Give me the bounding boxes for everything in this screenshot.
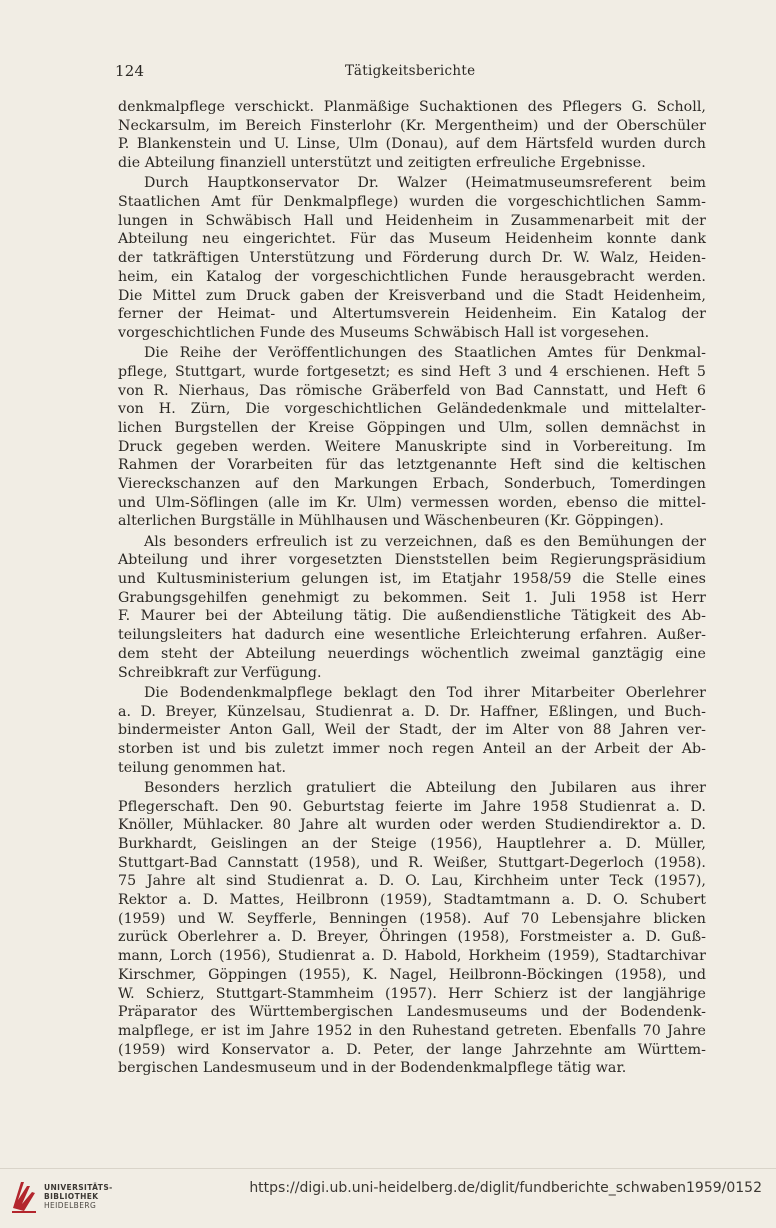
footer-divider xyxy=(0,1168,776,1169)
text-line: Als besonders erfreulich ist zu verzeichnen, daß es den Bemühungen der xyxy=(144,533,706,550)
paragraph xyxy=(118,344,706,531)
running-title: Tätigkeitsberichte xyxy=(345,63,476,79)
text-line: Staatlichen Amt für Denkmalpflege) wurden die vorgeschichtlichen Samm- xyxy=(118,194,706,211)
text-line: Abteilung neu eingerichtet. Für das Museum Heidenheim konnte dank xyxy=(118,231,706,248)
text-line: vorgeschichtlichen Funde des Museums Schwäbisch Hall ist vorgesehen. xyxy=(118,324,650,341)
text-line: Neckarsulm, im Bereich Finsterlohr (Kr. Mergentheim) und der Oberschüler xyxy=(118,117,706,134)
text-line: von R. Nierhaus, Das römische Gräberfeld von Bad Cannstatt, und Heft 6 xyxy=(118,382,706,399)
text-line: bindermeister Anton Gall, Weil der Stadt, der im Alter von 88 Jahren ver- xyxy=(118,722,706,739)
text-line: lichen Burgstellen der Kreise Göppingen und Ulm, sollen demnächst in xyxy=(118,419,706,436)
library-name-line: BIBLIOTHEK xyxy=(44,1192,99,1201)
text-line: Die Mittel zum Druck gaben der Kreisverband und die Stadt Heidenheim, xyxy=(118,287,706,304)
paragraph xyxy=(118,779,706,1078)
text-line: Besonders herzlich gratuliert die Abteilung den Jubilaren aus ihrer xyxy=(144,779,706,796)
text-line: Die Bodendenkmalpflege beklagt den Tod ihrer Mitarbeiter Oberlehrer xyxy=(144,684,706,701)
library-name-line: UNIVERSITÄTS- xyxy=(44,1183,113,1192)
text-line: F. Maurer bei der Abteilung tätig. Die außendienstliche Tätigkeit des Ab- xyxy=(118,608,706,625)
text-line: pflege, Stuttgart, wurde fortgesetzt; es sind Heft 3 und 4 erschienen. Heft 5 xyxy=(118,363,706,380)
text-line: Druck gegeben werden. Weitere Manuskripte sind in Vorbereitung. Im xyxy=(118,438,706,455)
source-url-link[interactable]: https://digi.ub.uni-heidelberg.de/diglit/fundberichte_schwaben1959/0152 xyxy=(249,1180,762,1196)
text-line: storben ist und bis zuletzt immer noch regen Anteil an der Arbeit der Ab- xyxy=(118,740,706,757)
text-line: Rahmen der Vorarbeiten für das letztgenannte Heft sind die keltischen xyxy=(118,457,706,474)
text-line: heim, ein Katalog der vorgeschichtlichen Funde herausgebracht werden. xyxy=(118,268,706,285)
paragraph xyxy=(118,98,706,173)
text-line: und Ulm-Söflingen (alle im Kr. Ulm) vermessen worden, ebenso die mittel- xyxy=(118,494,706,511)
text-line: mann, Lorch (1956), Studienrat a. D. Habold, Horkheim (1959), Stadtarchivar xyxy=(118,948,706,965)
text-line: der tatkräftigen Unterstützung und Förderung durch Dr. W. Walz, Heiden- xyxy=(118,250,706,267)
text-line: Präparator des Württembergischen Landesmuseums und der Bodendenk- xyxy=(118,1004,706,1021)
text-line: Burkhardt, Geislingen an der Steige (1956), Hauptlehrer a. D. Müller, xyxy=(118,835,706,852)
text-line: lungen in Schwäbisch Hall und Heidenheim in Zusammenarbeit mit der xyxy=(118,212,706,229)
text-line: malpflege, er ist im Jahre 1952 in den Ruhestand getreten. Ebenfalls 70 Jahre xyxy=(118,1022,706,1039)
text-line: bergischen Landesmuseum und in der Bodendenkmalpflege tätig war. xyxy=(118,1060,627,1077)
text-line: von H. Zürn, Die vorgeschichtlichen Geländedenkmale und mittelalter- xyxy=(118,401,706,418)
text-line: Rektor a. D. Mattes, Heilbronn (1959), Stadtamtmann a. D. O. Schubert xyxy=(118,892,706,909)
text-line: Viereckschanzen auf den Markungen Erbach, Sonderbuch, Tomerdingen xyxy=(118,476,706,493)
paragraph xyxy=(118,533,706,683)
text-line: Die Reihe der Veröffentlichungen des Staatlichen Amtes für Denkmal- xyxy=(144,345,706,362)
text-line: W. Schierz, Stuttgart-Stammheim (1957). Herr Schierz ist der langjährige xyxy=(118,985,706,1002)
text-line: Knöller, Mühlacker. 80 Jahre alt wurden oder werden Studiendirektor a. D. xyxy=(118,817,706,834)
text-line: die Abteilung finanziell unterstützt und zeitigten erfreuliche Ergebnisse. xyxy=(118,155,646,172)
text-line: (1959) und W. Seyfferle, Benningen (1958). Auf 70 Lebensjahre blicken xyxy=(118,910,706,927)
text-line: Durch Hauptkonservator Dr. Walzer (Heimatmuseumsreferent beim xyxy=(144,175,706,192)
text-line: dem steht der Abteilung neuerdings wöchentlich zweimal ganztägig eine xyxy=(118,645,706,662)
text-line: denkmalpflege verschickt. Planmäßige Suchaktionen des Pflegers G. Scholl, xyxy=(118,99,706,115)
text-line: P. Blankenstein und U. Linse, Ulm (Donau), auf dem Härtsfeld wurden durch xyxy=(118,136,706,153)
paragraph xyxy=(118,684,706,778)
ub-heidelberg-logo-icon xyxy=(10,1178,38,1216)
library-name xyxy=(44,1183,113,1210)
text-line: (1959) wird Konservator a. D. Peter, der lange Jahrzehnte am Württem- xyxy=(118,1041,706,1058)
page-number: 124 xyxy=(115,62,145,80)
text-line: ferner der Heimat- und Altertumsverein Heidenheim. Ein Katalog der xyxy=(118,306,706,323)
text-line: Abteilung und ihrer vorgesetzten Dienststellen beim Regierungspräsidium xyxy=(118,552,706,569)
text-line: teilung genommen hat. xyxy=(118,759,287,776)
text-line: a. D. Breyer, Künzelsau, Studienrat a. D. Dr. Haffner, Eßlingen, und Buch- xyxy=(118,703,706,720)
text-line: Pflegerschaft. Den 90. Geburtstag feierte im Jahre 1958 Studienrat a. D. xyxy=(118,798,706,815)
text-line: Schreibkraft zur Verfügung. xyxy=(118,664,322,681)
text-line: Kirschmer, Göppingen (1955), K. Nagel, Heilbronn-Böckingen (1958), und xyxy=(118,966,706,983)
text-line: und Kultusministerium gelungen ist, im Etatjahr 1958/59 die Stelle eines xyxy=(118,571,706,588)
text-line: Grabungsgehilfen genehmigt zu bekommen. Seit 1. Juli 1958 ist Herr xyxy=(118,589,706,606)
paragraph xyxy=(118,174,706,342)
body-text xyxy=(118,98,706,1080)
text-line: alterlichen Burgställe in Mühlhausen und Wäschenbeuren (Kr. Göppingen). xyxy=(118,513,664,530)
text-line: Stuttgart-Bad Cannstatt (1958), und R. Weißer, Stuttgart-Degerloch (1958). xyxy=(118,854,706,871)
text-line: zurück Oberlehrer a. D. Breyer, Öhringen (1958), Forstmeister a. D. Guß- xyxy=(118,929,706,946)
text-line: 75 Jahre alt sind Studienrat a. D. O. Lau, Kirchheim unter Teck (1957), xyxy=(118,873,706,890)
text-line: teilungsleiters hat dadurch eine wesentliche Erleichterung erfahren. Außer- xyxy=(118,627,706,644)
library-name-line: HEIDELBERG xyxy=(44,1201,97,1210)
